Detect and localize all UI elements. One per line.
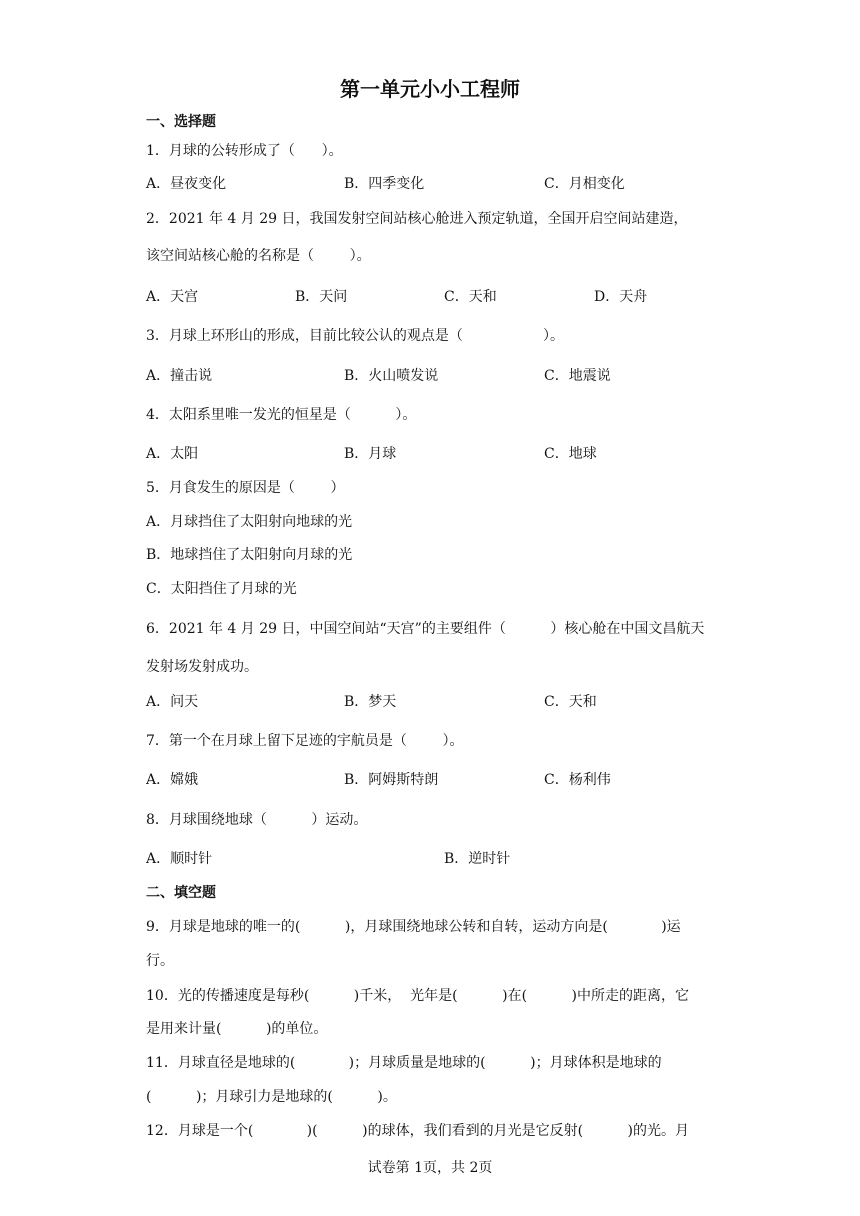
question-11-line1: 11．月球直径是地球的( )；月球质量是地球的( )；月球体积是地球的 (146, 1055, 662, 1071)
question-7-option-c: C．杨利伟 (544, 772, 611, 788)
question-6-option-a: A．问天 (146, 694, 199, 710)
question-8-option-b: B．逆时针 (444, 851, 511, 867)
page-title: 第一单元小小工程师 (340, 77, 520, 101)
page-footer: 试卷第 1页，共 2页 (367, 1160, 493, 1176)
question-10-line1: 10．光的传播速度是每秒( )千米， 光年是( )在( )中所走的距离，它 (146, 988, 689, 1004)
question-1-option-b: B．四季变化 (344, 176, 425, 192)
question-12-line1: 12．月球是一个( )( )的球体，我们看到的月光是它反射( )的光。月 (146, 1123, 689, 1139)
question-3-stem: 3．月球上环形山的形成，目前比较公认的观点是（ ）。 (146, 328, 565, 344)
question-1-option-c: C．月相变化 (544, 176, 625, 192)
question-6-option-b: B．梦天 (344, 694, 397, 710)
question-4-option-c: C．地球 (544, 446, 597, 462)
question-3-option-c: C．地震说 (544, 368, 611, 384)
question-6-option-c: C．天和 (544, 694, 597, 710)
question-4-option-a: A．太阳 (146, 446, 199, 462)
question-1-stem: 1．月球的公转形成了（ ）。 (146, 143, 343, 159)
question-9-line2: 行。 (146, 953, 174, 969)
question-4-option-b: B．月球 (344, 446, 397, 462)
question-2-option-b: B．天问 (295, 289, 348, 305)
question-10-line2: 是用来计量( )的单位。 (146, 1021, 328, 1037)
question-8-option-a: A．顺时针 (146, 851, 213, 867)
question-8-stem: 8．月球围绕地球（ ）运动。 (146, 812, 368, 828)
question-9-line1: 9．月球是地球的唯一的( )，月球围绕地球公转和自转，运动方向是( )运 (146, 919, 681, 935)
question-1-option-a: A．昼夜变化 (146, 176, 227, 192)
question-5-option-c: C．太阳挡住了月球的光 (146, 581, 297, 597)
question-3-option-a: A．撞击说 (146, 368, 213, 384)
question-3-option-b: B．火山喷发说 (344, 368, 439, 384)
question-2-option-a: A．天宫 (146, 289, 199, 305)
question-2-option-d: D．天舟 (594, 289, 648, 305)
question-5-option-b: B．地球挡住了太阳射向月球的光 (146, 547, 353, 563)
question-7-option-b: B．阿姆斯特朗 (344, 772, 439, 788)
question-2-stem-line1: 2．2021 年 4 月 29 日，我国发射空间站核心舱进入预定轨道，全国开启空间站建造， (146, 211, 688, 227)
question-2-stem-line2: 该空间站核心舱的名称是（ ）。 (146, 248, 371, 264)
question-7-option-a: A．嫦娥 (146, 772, 199, 788)
question-7-stem: 7．第一个在月球上留下足迹的宇航员是（ ）。 (146, 733, 464, 749)
question-4-stem: 4．太阳系里唯一发光的恒星是（ ）。 (146, 407, 417, 423)
question-6-stem-line1: 6．2021 年 4 月 29 日，中国空间站“天宫”的主要组件（ ）核心舱在中国文昌航天 (146, 621, 705, 637)
section-heading-fill: 二、填空题 (146, 885, 216, 901)
question-11-line2: ( )；月球引力是地球的( )。 (146, 1089, 397, 1105)
question-5-option-a: A．月球挡住了太阳射向地球的光 (146, 514, 353, 530)
question-2-option-c: C．天和 (444, 289, 497, 305)
section-heading-choice: 一、选择题 (146, 114, 216, 130)
question-5-stem: 5．月食发生的原因是（ ） (146, 480, 345, 496)
question-6-stem-line2: 发射场发射成功。 (146, 659, 258, 675)
